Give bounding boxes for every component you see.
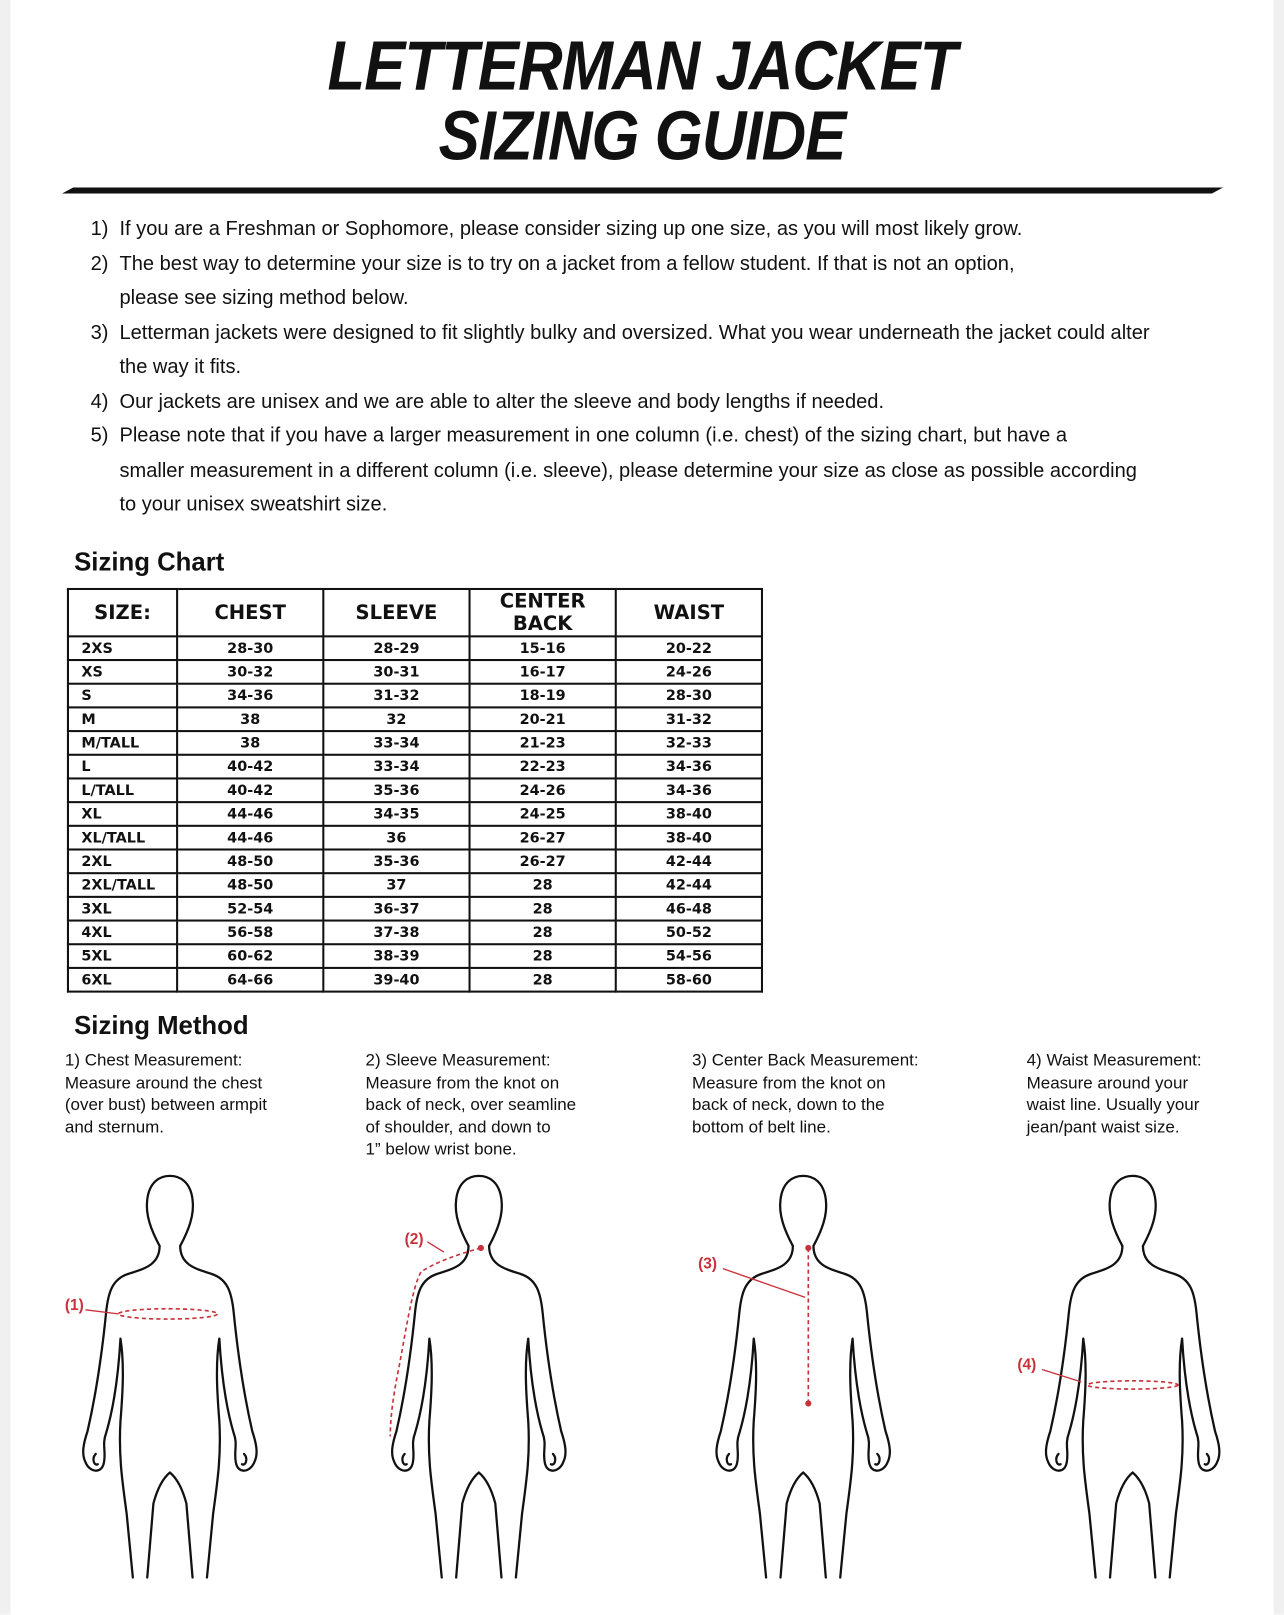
- table-cell: 34-36: [177, 684, 323, 708]
- table-cell: 22-23: [470, 755, 616, 779]
- size-cell: M/TALL: [68, 731, 177, 755]
- note-text: [119, 419, 1136, 522]
- table-row: [68, 636, 762, 660]
- table-row: [68, 850, 762, 874]
- table-cell: 28: [470, 897, 616, 921]
- table-cell: 60-62: [177, 944, 323, 968]
- table-cell: 35-36: [323, 778, 469, 802]
- chest-measure-line: [118, 1309, 217, 1319]
- table-row: [68, 755, 762, 779]
- method-line: 1) Chest Measurement:: [64, 1051, 243, 1070]
- table-cell: 21-23: [470, 731, 616, 755]
- method-waist: [1027, 1050, 1202, 1139]
- table-row: [68, 968, 762, 992]
- column-header: CENTER BACK: [470, 589, 616, 636]
- table-cell: 30-32: [177, 660, 323, 684]
- table-cell: 28-29: [323, 636, 469, 660]
- method-center-back: [692, 1050, 919, 1139]
- note-line: If you are a Freshman or Sophomore, please consider sizing up one size, as you will most likely grow.: [119, 217, 1023, 240]
- table-cell: 16-17: [470, 660, 616, 684]
- table-cell: 42-44: [616, 873, 762, 897]
- table-cell: 48-50: [177, 850, 323, 874]
- method-chest: [65, 1050, 267, 1139]
- figure-center-back-measurement: [698, 1174, 895, 1581]
- table-cell: 52-54: [177, 897, 323, 921]
- table-cell: 30-31: [323, 660, 469, 684]
- size-cell: L: [68, 755, 177, 779]
- note-item: [91, 212, 1224, 246]
- body-outline-icon: [1046, 1176, 1219, 1578]
- table-cell: 38-39: [323, 944, 469, 968]
- table-cell: 31-32: [323, 684, 469, 708]
- sizing-chart-heading: Sizing Chart: [74, 547, 225, 577]
- method-line: 2) Sleeve Measurement:: [365, 1051, 551, 1070]
- size-cell: XL/TALL: [68, 826, 177, 850]
- note-line: The best way to determine your size is to try on a jacket from a fellow student. If that is not an option,: [119, 251, 1015, 275]
- note-number: 5): [90, 424, 109, 447]
- note-text: [119, 316, 1149, 385]
- table-cell: 48-50: [177, 873, 323, 897]
- table-cell: 44-46: [177, 802, 323, 826]
- size-cell: 3XL: [68, 897, 177, 921]
- notes-list: [91, 212, 1224, 522]
- body-outline-icon: [83, 1176, 256, 1578]
- table-row: [68, 684, 762, 708]
- table-cell: 28-30: [616, 684, 762, 708]
- size-cell: 2XS: [68, 636, 177, 660]
- table-cell: 34-36: [616, 778, 762, 802]
- method-line: of shoulder, and down to: [365, 1117, 551, 1137]
- table-cell: 26-27: [470, 826, 616, 850]
- table-cell: 28: [470, 968, 616, 992]
- figure-waist-measurement: [1017, 1174, 1225, 1581]
- table-row: [68, 778, 762, 802]
- table-cell: 35-36: [323, 850, 469, 874]
- note-item: [91, 385, 1224, 419]
- table-cell: 28-30: [177, 636, 323, 660]
- page-edge-right: [1274, 0, 1284, 1615]
- size-cell: 4XL: [68, 921, 177, 945]
- marker-label: (3): [698, 1255, 718, 1273]
- method-line: Measure around your: [1026, 1073, 1189, 1092]
- method-line: Measure around the chest: [64, 1073, 263, 1092]
- table-cell: 26-27: [470, 850, 616, 874]
- note-line: Please note that if you have a larger measurement in one column (i.e. chest) of the sizing chart, but have a: [119, 424, 1068, 447]
- note-text: [119, 212, 1022, 246]
- method-line: Measure from the knot on: [365, 1073, 560, 1092]
- page-edge-left: [0, 0, 10, 1615]
- table-row: [68, 802, 762, 826]
- size-cell: S: [68, 684, 177, 708]
- marker-label: (4): [1017, 1356, 1037, 1374]
- table-cell: 39-40: [323, 968, 469, 992]
- column-header: WAIST: [616, 589, 762, 636]
- table-cell: 38-40: [616, 826, 762, 850]
- table-row: [68, 897, 762, 921]
- method-line: 4) Waist Measurement:: [1026, 1051, 1202, 1070]
- table-cell: 64-66: [177, 968, 323, 992]
- note-line: Our jackets are unisex and we are able to alter the sleeve and body lengths if needed.: [119, 389, 885, 413]
- table-cell: 54-56: [616, 944, 762, 968]
- table-cell: 18-19: [470, 684, 616, 708]
- table-row: [68, 873, 762, 897]
- table-cell: 42-44: [616, 850, 762, 874]
- note-line: please see sizing method below.: [119, 286, 409, 309]
- note-text: [119, 385, 884, 419]
- method-line: 1” below wrist bone.: [365, 1139, 517, 1159]
- note-line: the way it fits.: [119, 355, 242, 378]
- table-cell: 44-46: [177, 826, 323, 850]
- table-cell: 37: [323, 873, 469, 897]
- method-line: back of neck, over seamline: [365, 1095, 577, 1115]
- table-header-row: [68, 589, 762, 636]
- table-cell: 46-48: [616, 897, 762, 921]
- table-cell: 38: [177, 731, 323, 755]
- method-line: 3) Center Back Measurement:: [691, 1051, 919, 1070]
- note-item: [91, 316, 1224, 385]
- size-cell: XL: [68, 802, 177, 826]
- marker-label: (2): [404, 1230, 424, 1248]
- table-cell: 33-34: [323, 731, 469, 755]
- note-line: Letterman jackets were designed to fit slightly bulky and oversized. What you wear underneath the jacket could alter: [119, 320, 1150, 344]
- table-cell: 38: [177, 707, 323, 731]
- table-cell: 36-37: [323, 897, 469, 921]
- page-title: [77, 26, 1207, 176]
- table-row: [68, 826, 762, 850]
- table-cell: 28: [470, 944, 616, 968]
- note-number: 3): [90, 320, 109, 344]
- table-cell: 20-21: [470, 707, 616, 731]
- method-line: bottom of belt line.: [691, 1117, 831, 1137]
- table-row: [68, 731, 762, 755]
- table-cell: 31-32: [616, 707, 762, 731]
- note-number: 2): [90, 251, 109, 275]
- table-cell: 15-16: [470, 636, 616, 660]
- table-row: [68, 707, 762, 731]
- table-cell: 33-34: [323, 755, 469, 779]
- sizing-method-heading: Sizing Method: [74, 1011, 249, 1040]
- table-cell: 34-36: [616, 755, 762, 779]
- method-line: and sternum.: [64, 1117, 165, 1137]
- table-cell: 34-35: [323, 802, 469, 826]
- note-item: [91, 419, 1224, 522]
- sizing-chart-table: [67, 588, 763, 993]
- table-cell: 50-52: [616, 921, 762, 945]
- note-number: 4): [90, 389, 109, 413]
- title-divider: [62, 187, 1224, 193]
- size-cell: M: [68, 707, 177, 731]
- table-row: [68, 660, 762, 684]
- method-sleeve: [366, 1050, 577, 1161]
- note-item: [91, 247, 1224, 316]
- table-row: [68, 921, 762, 945]
- marker-arrow: [427, 1242, 443, 1252]
- note-line: to your unisex sweatshirt size.: [119, 493, 388, 516]
- size-cell: 2XL: [68, 850, 177, 874]
- table-cell: 24-25: [470, 802, 616, 826]
- table-cell: 24-26: [616, 660, 762, 684]
- table-cell: 32: [323, 707, 469, 731]
- column-header: SIZE:: [68, 589, 177, 636]
- note-number: 1): [90, 217, 109, 240]
- table-cell: 20-22: [616, 636, 762, 660]
- table-cell: 24-26: [470, 778, 616, 802]
- table-cell: 40-42: [177, 755, 323, 779]
- table-row: [68, 944, 762, 968]
- body-outline-icon: [716, 1176, 889, 1578]
- method-line: Measure from the knot on: [691, 1073, 886, 1092]
- table-cell: 58-60: [616, 968, 762, 992]
- sleeve-measure-line: [390, 1248, 481, 1436]
- table-cell: 32-33: [616, 731, 762, 755]
- figure-sleeve-measurement: [386, 1174, 571, 1581]
- title-line-1: LETTERMAN JACKET: [327, 26, 957, 106]
- method-line: waist line. Usually your: [1026, 1095, 1200, 1115]
- marker-arrow: [85, 1310, 118, 1314]
- note-text: [119, 247, 1014, 316]
- size-cell: 5XL: [68, 944, 177, 968]
- table-cell: 28: [470, 873, 616, 897]
- column-header: SLEEVE: [323, 589, 469, 636]
- table-cell: 38-40: [616, 802, 762, 826]
- marker-label: (1): [64, 1296, 84, 1314]
- table-cell: 40-42: [177, 778, 323, 802]
- size-cell: L/TALL: [68, 778, 177, 802]
- figure-chest-measurement: [64, 1174, 262, 1581]
- table-cell: 37-38: [323, 921, 469, 945]
- method-line: jean/pant waist size.: [1026, 1117, 1180, 1137]
- size-cell: XS: [68, 660, 177, 684]
- table-cell: 56-58: [177, 921, 323, 945]
- column-header: CHEST: [177, 589, 323, 636]
- method-line: back of neck, down to the: [691, 1095, 885, 1115]
- table-cell: 36: [323, 826, 469, 850]
- title-line-2: SIZING GUIDE: [438, 96, 846, 176]
- size-cell: 6XL: [68, 968, 177, 992]
- note-line: smaller measurement in a different column (i.e. sleeve), please determine your size as close as possible according: [119, 458, 1137, 482]
- table-cell: 28: [470, 921, 616, 945]
- waist-measure-line: [1087, 1381, 1178, 1389]
- size-cell: 2XL/TALL: [68, 873, 177, 897]
- method-line: (over bust) between armpit: [64, 1095, 267, 1115]
